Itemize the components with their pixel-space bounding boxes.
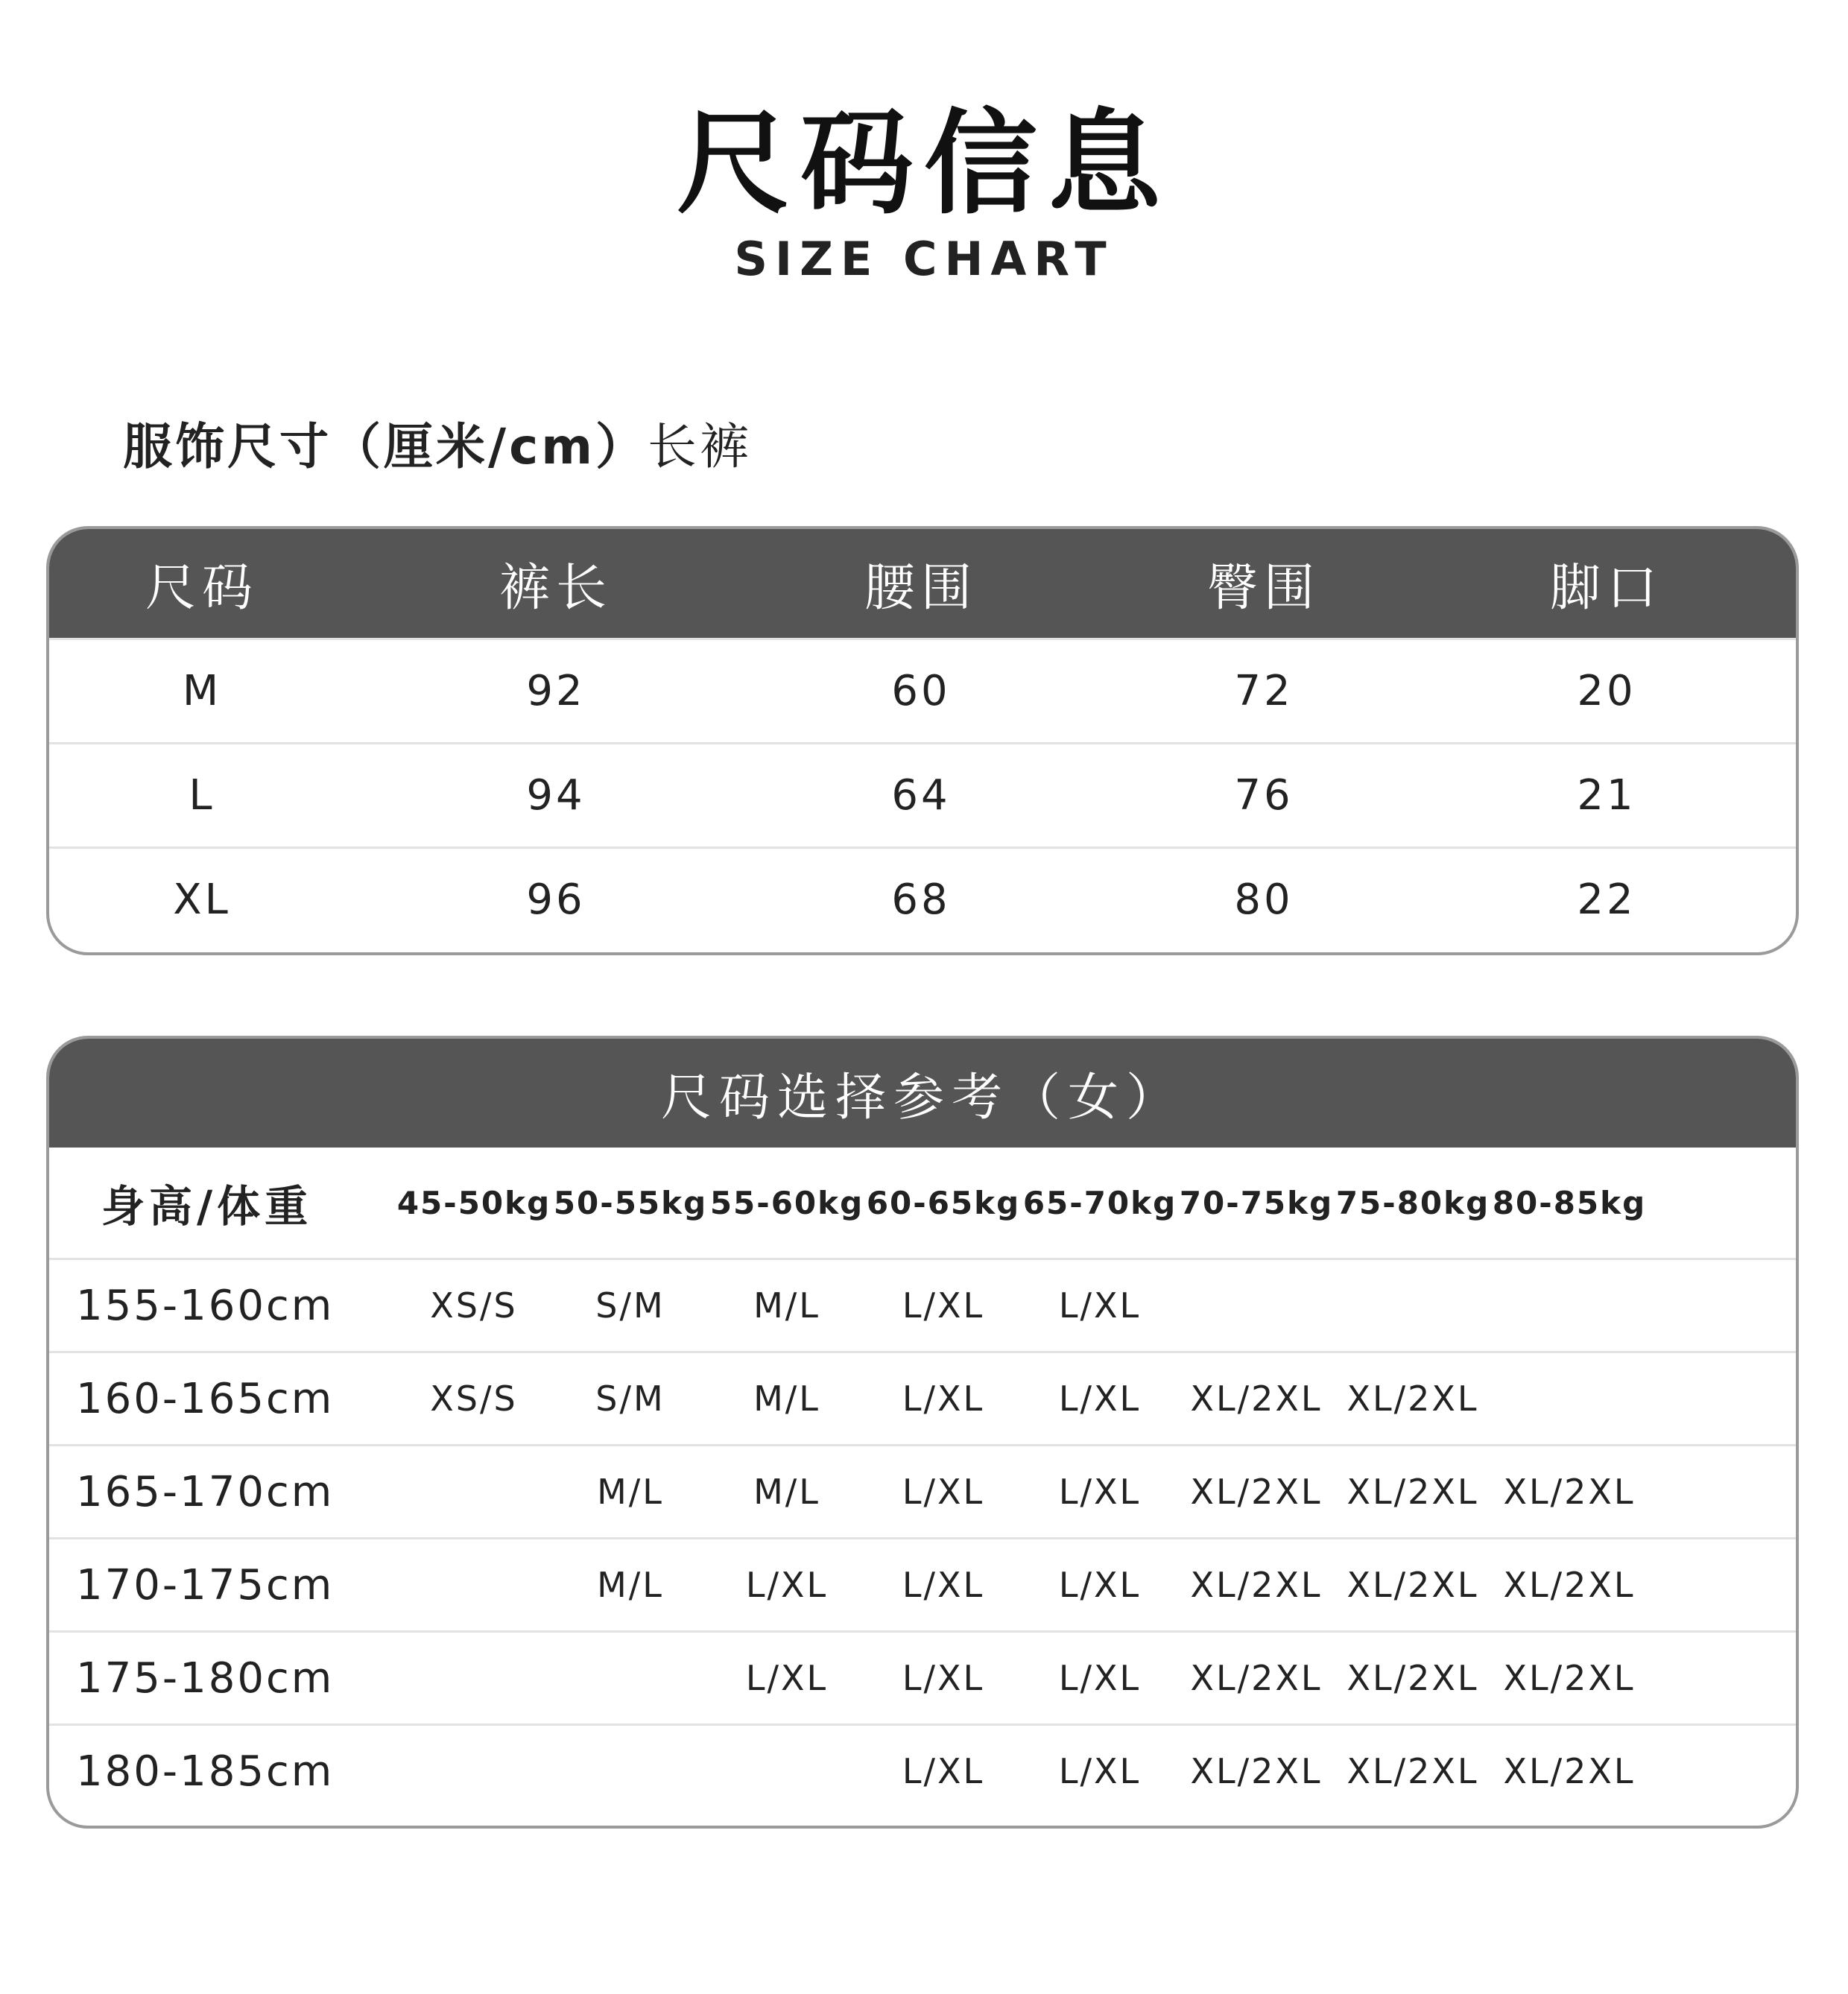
cell-size: XL bbox=[173, 876, 231, 924]
size-cell: L/XL bbox=[1058, 1565, 1142, 1605]
table-row bbox=[49, 1351, 1796, 1444]
cell-size: L bbox=[189, 771, 215, 820]
size-cell: L/XL bbox=[902, 1658, 985, 1698]
weight-label: 45-50kg bbox=[396, 1184, 551, 1221]
reference-table-header bbox=[49, 1039, 1796, 1148]
reference-table-title: 尺码选择参考（女） bbox=[660, 1068, 1184, 1127]
height-label: 175-180cm bbox=[76, 1653, 335, 1703]
weight-label: 65-70kg bbox=[1022, 1184, 1177, 1221]
size-cell: XL/2XL bbox=[1503, 1472, 1636, 1512]
size-cell: L/XL bbox=[902, 1472, 985, 1512]
weight-label: 55-60kg bbox=[709, 1184, 864, 1221]
size-cell: XL/2XL bbox=[1503, 1565, 1636, 1605]
header-waist: 腰围 bbox=[864, 558, 978, 618]
weight-label: 70-75kg bbox=[1179, 1184, 1334, 1221]
size-cell: XL/2XL bbox=[1347, 1565, 1479, 1605]
size-table-header bbox=[49, 529, 1796, 638]
cell-hip: 76 bbox=[1234, 771, 1294, 820]
size-cell: XL/2XL bbox=[1190, 1565, 1323, 1605]
height-label: 160-165cm bbox=[76, 1374, 335, 1423]
size-cell: M/L bbox=[753, 1472, 820, 1512]
page-subtitle: SIZE CHART bbox=[734, 232, 1114, 286]
header-leg-opening: 脚口 bbox=[1549, 558, 1663, 618]
size-table bbox=[46, 526, 1799, 955]
size-cell: L/XL bbox=[902, 1751, 985, 1791]
cell-leg-opening: 21 bbox=[1577, 771, 1636, 820]
size-cell: XL/2XL bbox=[1190, 1472, 1323, 1512]
size-cell: L/XL bbox=[902, 1565, 985, 1605]
table-row bbox=[49, 846, 1796, 951]
size-cell: M/L bbox=[753, 1379, 820, 1419]
size-cell: L/XL bbox=[1058, 1751, 1142, 1791]
cell-pants-length: 92 bbox=[526, 667, 586, 715]
size-cell: S/M bbox=[595, 1285, 665, 1326]
weight-label: 60-65kg bbox=[866, 1184, 1021, 1221]
reference-table bbox=[46, 1036, 1799, 1829]
section-label bbox=[123, 417, 752, 477]
size-cell: M/L bbox=[597, 1565, 664, 1605]
corner-label: 身高/体重 bbox=[101, 1181, 313, 1232]
table-row bbox=[49, 742, 1796, 846]
table-row bbox=[49, 1630, 1796, 1724]
cell-waist: 60 bbox=[891, 667, 951, 715]
size-cell: L/XL bbox=[1058, 1658, 1142, 1698]
size-cell: XL/2XL bbox=[1190, 1379, 1323, 1419]
section-label-suffix: 长裤 bbox=[648, 418, 752, 475]
cell-leg-opening: 20 bbox=[1577, 667, 1636, 715]
size-cell: M/L bbox=[753, 1285, 820, 1326]
size-cell: L/XL bbox=[1058, 1285, 1142, 1326]
height-label: 165-170cm bbox=[76, 1467, 335, 1516]
table-row bbox=[49, 1258, 1796, 1351]
cell-hip: 80 bbox=[1234, 876, 1294, 924]
weight-label: 80-85kg bbox=[1492, 1184, 1647, 1221]
size-cell: XL/2XL bbox=[1347, 1751, 1479, 1791]
size-cell: XL/2XL bbox=[1190, 1751, 1323, 1791]
size-cell: XL/2XL bbox=[1347, 1379, 1479, 1419]
size-cell: XL/2XL bbox=[1503, 1658, 1636, 1698]
size-cell: XS/S bbox=[430, 1285, 518, 1326]
table-row bbox=[49, 1724, 1796, 1817]
size-cell: L/XL bbox=[745, 1658, 829, 1698]
size-cell: L/XL bbox=[902, 1285, 985, 1326]
table-row bbox=[49, 1444, 1796, 1537]
header-pants-length: 裤长 bbox=[499, 558, 613, 618]
height-label: 180-185cm bbox=[76, 1747, 335, 1796]
height-label: 170-175cm bbox=[76, 1560, 335, 1610]
section-label-main: 服饰尺寸（厘米/cm） bbox=[123, 418, 648, 475]
size-cell: L/XL bbox=[1058, 1472, 1142, 1512]
header-size: 尺码 bbox=[145, 558, 259, 618]
size-cell: L/XL bbox=[745, 1565, 829, 1605]
size-cell: M/L bbox=[597, 1472, 664, 1512]
size-cell: XL/2XL bbox=[1503, 1751, 1636, 1791]
reference-weight-row bbox=[49, 1148, 1796, 1258]
weight-label: 50-55kg bbox=[553, 1184, 708, 1221]
cell-size: M bbox=[182, 667, 222, 715]
cell-pants-length: 94 bbox=[526, 771, 586, 820]
size-cell: XL/2XL bbox=[1347, 1472, 1479, 1512]
size-cell: L/XL bbox=[1058, 1379, 1142, 1419]
table-row bbox=[49, 1537, 1796, 1630]
size-cell: XL/2XL bbox=[1347, 1658, 1479, 1698]
cell-waist: 64 bbox=[891, 771, 951, 820]
header-hip: 臀围 bbox=[1206, 558, 1320, 618]
cell-waist: 68 bbox=[891, 876, 951, 924]
table-row bbox=[49, 638, 1796, 742]
cell-leg-opening: 22 bbox=[1577, 876, 1636, 924]
weight-label: 75-80kg bbox=[1335, 1184, 1490, 1221]
cell-pants-length: 96 bbox=[526, 876, 586, 924]
cell-hip: 72 bbox=[1234, 667, 1294, 715]
size-cell: XL/2XL bbox=[1190, 1658, 1323, 1698]
height-label: 155-160cm bbox=[76, 1281, 335, 1330]
size-cell: L/XL bbox=[902, 1379, 985, 1419]
size-cell: S/M bbox=[595, 1379, 665, 1419]
size-cell: XS/S bbox=[430, 1379, 518, 1419]
page-title: 尺码信息 bbox=[677, 98, 1171, 230]
